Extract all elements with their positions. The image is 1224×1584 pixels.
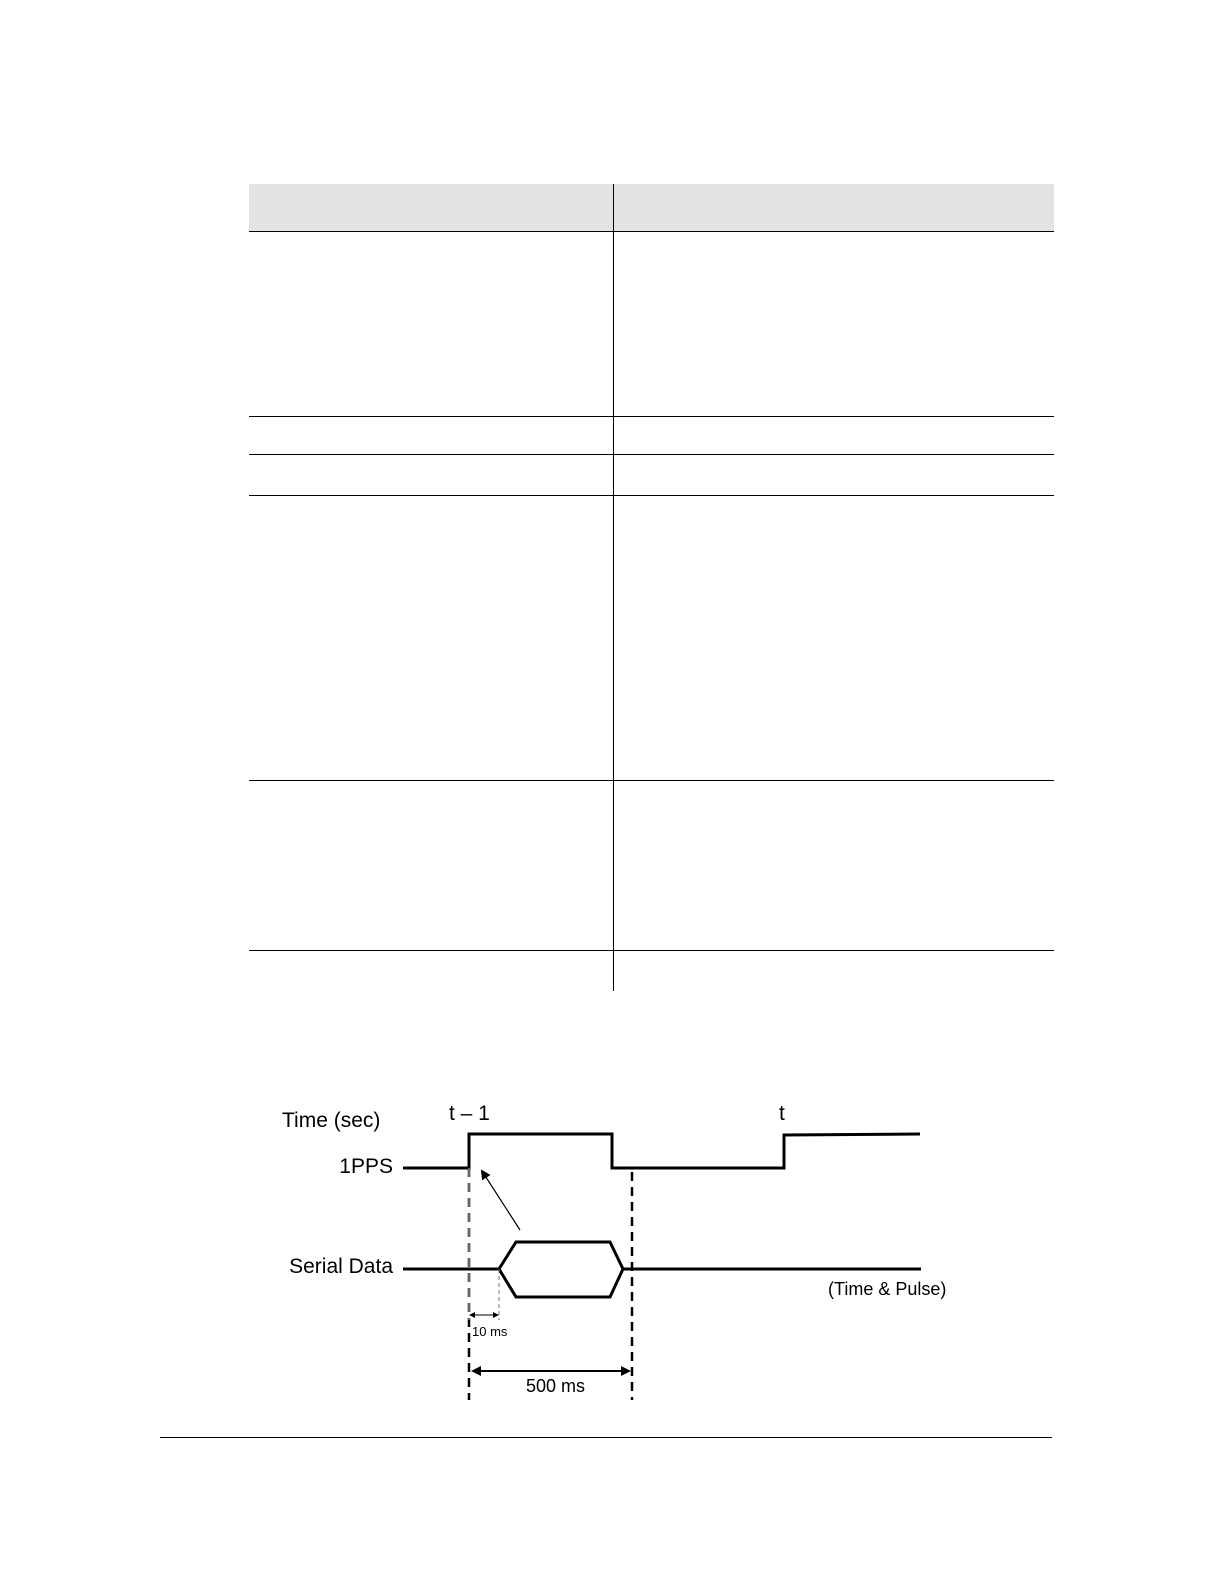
time-pulse-note: (Time & Pulse) [828,1279,947,1299]
time-axis-label: Time (sec) [282,1109,381,1132]
interval-10ms-label: 10 ms [472,1324,508,1339]
interval-500ms-label: 500 ms [526,1376,586,1396]
serial-data-label: Serial Data [289,1255,393,1278]
pps-waveform [403,1134,920,1168]
pps-label: 1PPS [339,1155,393,1178]
t-label: t [779,1102,785,1125]
footer-rule [160,1437,1052,1438]
pointer-arrow [482,1171,520,1230]
serial-data-packet [499,1242,623,1297]
t-minus-1-label: t – 1 [449,1102,490,1125]
